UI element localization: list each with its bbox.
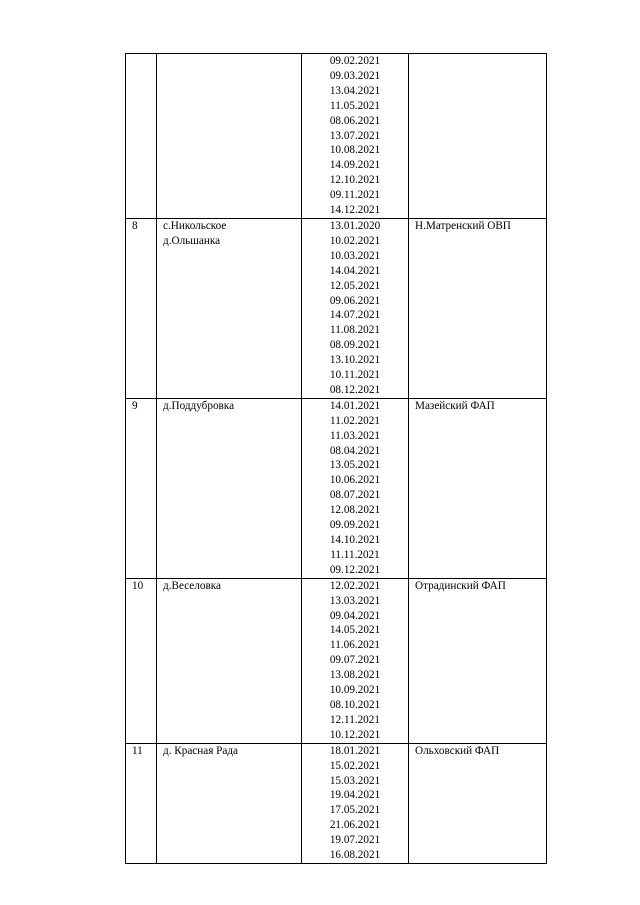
settlement-name: д.Поддубровка <box>163 399 235 412</box>
visit-date: 11.11.2021 <box>330 548 380 561</box>
visit-date: 09.04.2021 <box>329 609 381 622</box>
visit-date: 13.03.2021 <box>329 594 381 607</box>
visit-date: 18.01.2021 <box>329 744 381 757</box>
medical-facility-name: Отрадинский ФАП <box>415 579 506 592</box>
visit-date: 14.07.2021 <box>329 309 381 322</box>
visit-date: 11.08.2021 <box>330 324 380 337</box>
table-row <box>126 398 547 578</box>
visit-date: 08.10.2021 <box>329 698 381 711</box>
visit-dates-cell <box>302 398 409 578</box>
medical-facility-name: Мазейский ФАП <box>415 399 495 412</box>
visit-date: 12.02.2021 <box>329 579 381 592</box>
settlement-cell <box>157 578 302 743</box>
settlement-cell <box>157 218 302 398</box>
row-number: 9 <box>132 399 138 412</box>
schedule-table <box>125 53 547 864</box>
visit-date: 11.02.2021 <box>330 414 380 427</box>
table-row <box>126 578 547 743</box>
visit-date: 12.11.2021 <box>330 713 380 726</box>
schedule-table-body <box>126 54 547 864</box>
medical-facility-cell <box>409 218 547 398</box>
visit-date: 08.07.2021 <box>329 489 381 502</box>
visit-date: 08.04.2021 <box>329 444 381 457</box>
row-number-cell <box>126 218 157 398</box>
visit-date: 19.07.2021 <box>329 834 381 847</box>
row-number: 11 <box>132 744 143 757</box>
visit-date: 11.03.2021 <box>330 429 380 442</box>
visit-date: 08.12.2021 <box>329 383 381 396</box>
visit-date: 13.08.2021 <box>329 669 381 682</box>
visit-date: 10.11.2021 <box>330 369 380 382</box>
visit-date: 11.05.2021 <box>330 99 380 112</box>
visit-date: 13.10.2021 <box>329 354 381 367</box>
row-number-cell <box>126 54 157 219</box>
visit-date: 14.05.2021 <box>329 624 381 637</box>
visit-date: 13.04.2021 <box>329 84 381 97</box>
row-number: 8 <box>132 219 138 232</box>
settlement-name: д.Веселовка <box>163 579 221 592</box>
visit-date: 15.02.2021 <box>329 759 381 772</box>
visit-date: 21.06.2021 <box>329 819 381 832</box>
visit-date: 10.12.2021 <box>329 728 381 741</box>
table-row <box>126 743 547 863</box>
medical-facility-cell <box>409 578 547 743</box>
visit-date: 16.08.2021 <box>329 849 381 862</box>
visit-date: 09.07.2021 <box>329 654 381 667</box>
visit-date: 09.11.2021 <box>330 189 380 202</box>
row-number: 10 <box>132 579 144 592</box>
visit-date: 09.03.2021 <box>329 69 381 82</box>
visit-date: 14.12.2021 <box>329 204 381 217</box>
row-number-cell <box>126 743 157 863</box>
visit-date: 09.06.2021 <box>329 294 381 307</box>
medical-facility-name: Н.Матренский ОВП <box>415 219 511 232</box>
visit-date: 15.03.2021 <box>329 774 381 787</box>
settlement-cell <box>157 398 302 578</box>
visit-date: 13.07.2021 <box>329 129 381 142</box>
visit-dates-cell <box>302 54 409 219</box>
visit-date: 12.10.2021 <box>329 174 381 187</box>
visit-date: 09.02.2021 <box>329 55 381 67</box>
visit-date: 17.05.2021 <box>329 804 381 817</box>
settlement-name: д. Красная Рада <box>163 744 239 757</box>
visit-date: 13.01.2020 <box>329 219 381 232</box>
visit-date: 10.03.2021 <box>329 249 381 262</box>
visit-date: 14.04.2021 <box>329 264 381 277</box>
settlement-name: с.Никольское <box>163 219 227 232</box>
medical-facility-name: Ольховский ФАП <box>415 744 500 757</box>
visit-date: 08.09.2021 <box>329 339 381 352</box>
settlement-cell <box>157 743 302 863</box>
visit-dates-cell <box>302 218 409 398</box>
medical-facility-cell <box>409 743 547 863</box>
visit-dates-cell <box>302 578 409 743</box>
settlement-cell <box>157 54 302 219</box>
table-row <box>126 54 547 219</box>
settlement-name: д.Ольшанка <box>163 234 221 247</box>
row-number-cell <box>126 578 157 743</box>
medical-facility-cell <box>409 398 547 578</box>
table-row <box>126 218 547 398</box>
visit-date: 08.06.2021 <box>329 114 381 127</box>
row-number-cell <box>126 398 157 578</box>
visit-date: 10.08.2021 <box>329 144 381 157</box>
visit-date: 10.02.2021 <box>329 234 381 247</box>
visit-date: 14.09.2021 <box>329 159 381 172</box>
visit-date: 09.09.2021 <box>329 519 381 532</box>
visit-date: 10.09.2021 <box>329 684 381 697</box>
visit-date: 09.12.2021 <box>329 563 381 576</box>
medical-facility-cell <box>409 54 547 219</box>
visit-date: 14.10.2021 <box>329 534 381 546</box>
visit-date: 10.06.2021 <box>329 474 381 487</box>
visit-date: 14.01.2021 <box>329 399 381 412</box>
visit-date: 12.05.2021 <box>329 279 381 292</box>
visit-date: 19.04.2021 <box>329 789 381 802</box>
visit-dates-cell <box>302 743 409 863</box>
visit-date: 12.08.2021 <box>329 504 381 517</box>
visit-date: 11.06.2021 <box>330 639 380 652</box>
visit-date: 13.05.2021 <box>329 459 381 472</box>
